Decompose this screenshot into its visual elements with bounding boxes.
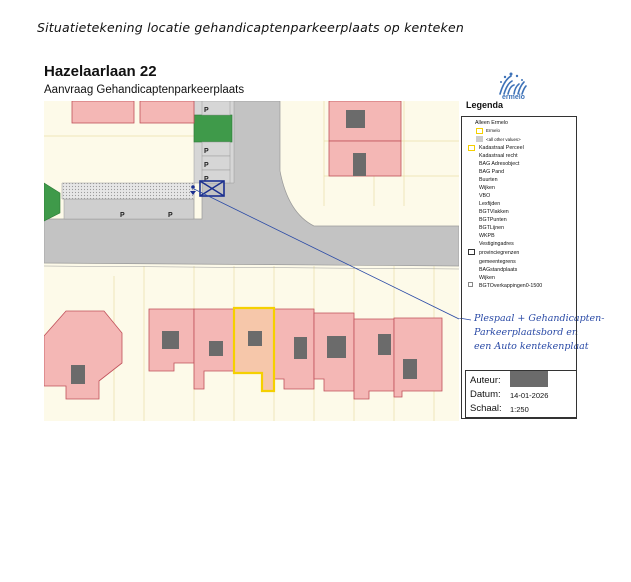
legend-swatch-parcel — [468, 145, 475, 151]
legend-item: gemeentegrens — [479, 259, 516, 265]
legend-item: Lexfijden — [479, 201, 501, 207]
legend-item: Kadastraal Perceel — [479, 145, 524, 151]
legend-item: Alleen Ermelo — [475, 120, 508, 126]
legend-swatch-grey — [476, 136, 483, 142]
legend-item: Buurten — [479, 177, 498, 183]
scale-value: 1:250 — [510, 405, 529, 414]
parking-label: P — [168, 212, 173, 219]
green-area — [194, 115, 232, 142]
legend-swatch-yellow — [476, 128, 483, 134]
parking-label: P — [204, 148, 209, 155]
logo-text: ermelo — [502, 94, 525, 101]
annotation-line-1: Plespaal + Gehandicapten- — [474, 313, 605, 324]
legend-item: BAG Pand — [479, 169, 505, 175]
legend-item: BGTPunten — [479, 217, 507, 223]
legend-swatch-province — [468, 249, 475, 255]
situation-map — [44, 101, 459, 421]
legend-item: BAGstandplaats — [479, 267, 518, 273]
legend-item: Wijken — [479, 275, 495, 281]
legend-item: BGTLijnen — [479, 225, 505, 231]
legend-item: Kadastraal recht — [479, 153, 518, 159]
parking-label: P — [204, 107, 209, 114]
annotation-line-2: Parkeerplaatsbord en — [474, 327, 579, 338]
legend-item: provinciegrenzen — [479, 250, 520, 256]
parking-label: P — [204, 162, 209, 169]
legend-item: Wijken — [479, 185, 495, 191]
address-heading: Hazelaarlaan 22 — [44, 63, 157, 80]
legend-swatch-overkapping — [468, 282, 473, 287]
author-label: Auteur: — [470, 375, 501, 386]
request-subheading: Aanvraag Gehandicaptenparkeerplaats — [44, 84, 245, 96]
scale-label: Schaal: — [470, 403, 502, 414]
author-redacted — [510, 371, 548, 387]
date-value: 14-01-2026 — [510, 391, 549, 400]
document-title: Situatietekening locatie gehandicaptenparkeerplaats op kenteken — [37, 20, 464, 35]
legend-item: Vestigingadres — [479, 241, 514, 247]
legend-item: VBO — [479, 193, 491, 199]
legend-item: BAG Adresobject — [479, 161, 520, 167]
legend-item: BGTVlakken — [479, 209, 509, 215]
parking-label: P — [120, 212, 125, 219]
legend-item: WKPB — [479, 233, 495, 239]
parking-label: P — [204, 176, 209, 183]
annotation-line-3: een Auto kentekenplaat — [474, 341, 589, 352]
legend-item: <all other values> — [486, 137, 521, 142]
legend-item: BGTOverkappingen0-1500 — [479, 283, 543, 289]
legend-title: Legenda — [466, 100, 504, 110]
legend-item: Ermelo — [486, 128, 500, 133]
date-label: Datum: — [470, 389, 501, 400]
